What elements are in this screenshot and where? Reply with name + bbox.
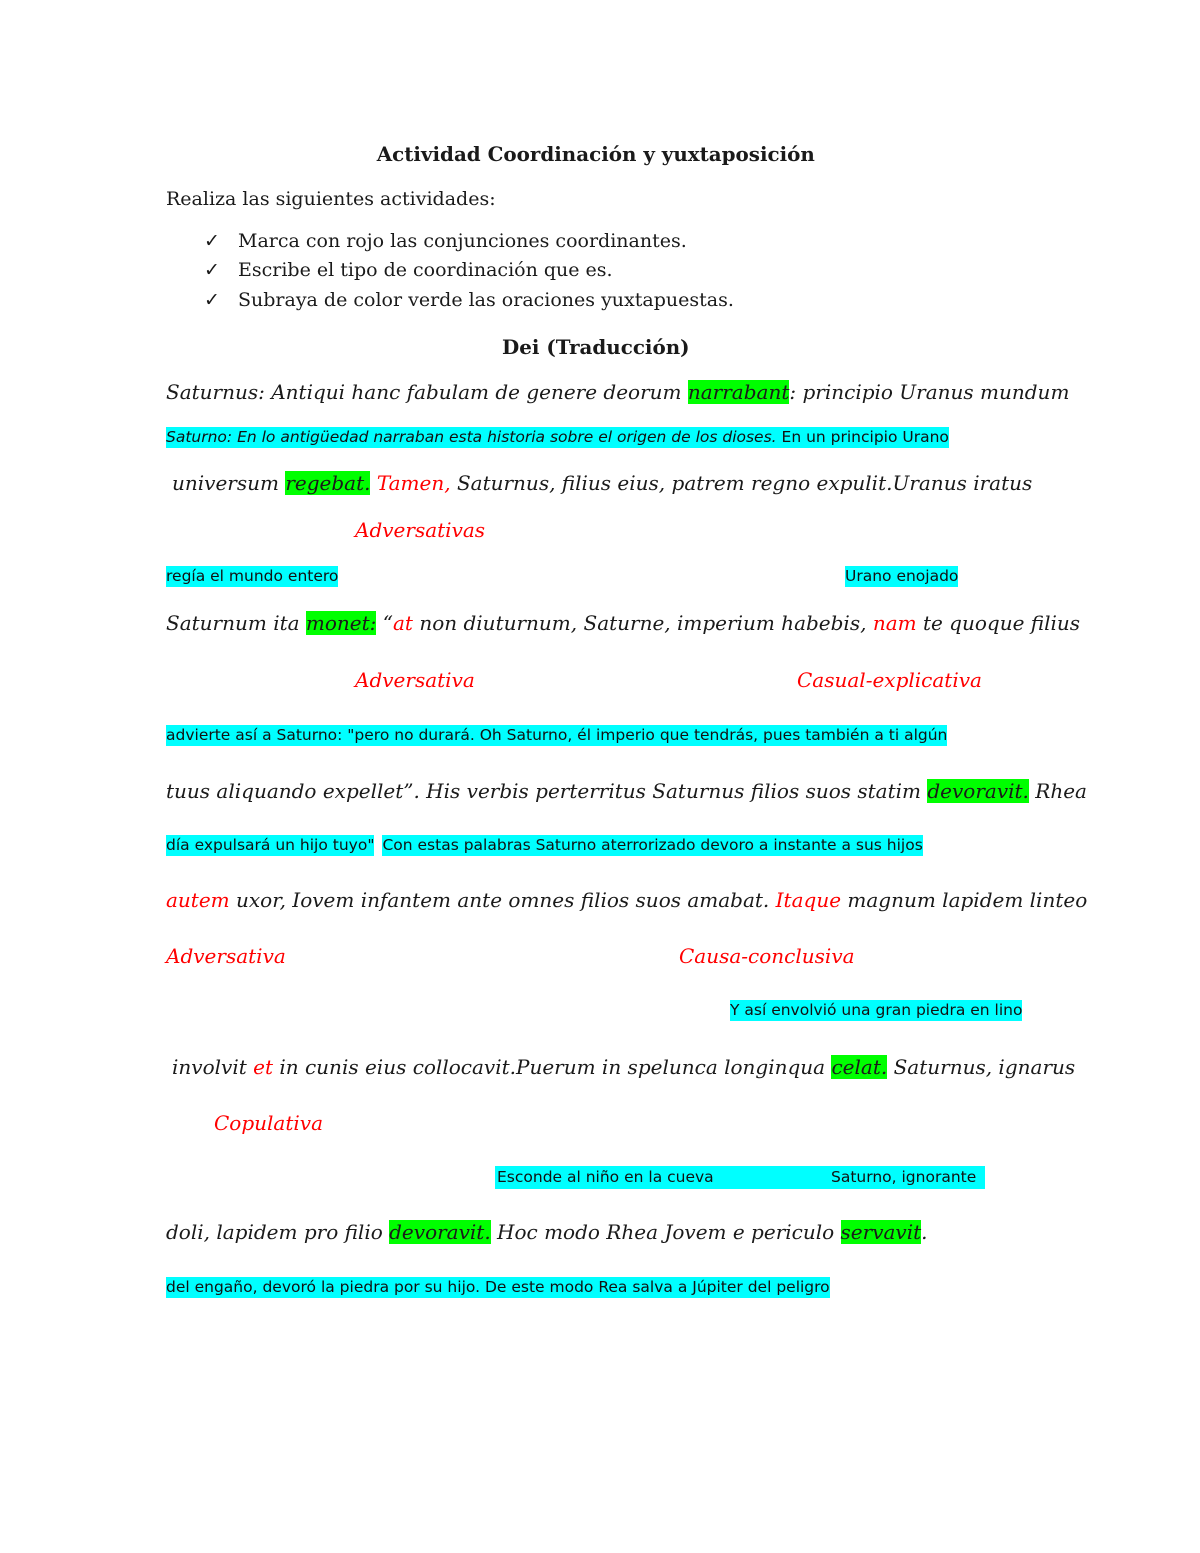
translation-text: Urano enojado	[845, 567, 959, 585]
coordination-label: Adversativa	[355, 668, 475, 692]
latin-text: doli, lapidem pro filio	[166, 1220, 390, 1244]
latin-text: “	[376, 611, 393, 635]
latin-text: involvit	[172, 1055, 254, 1079]
task-text: Marca con rojo las conjunciones coordinantes.	[238, 230, 687, 252]
checkmark-icon: ✓	[204, 259, 220, 281]
translation-text: día expulsará un hijo tuyo"	[166, 836, 375, 854]
checkmark-icon: ✓	[204, 230, 220, 252]
checkmark-icon: ✓	[204, 289, 220, 311]
translation-text: regía el mundo entero	[166, 567, 339, 585]
latin-text: Saturnus: Antiqui hanc fabulam de genere deorum	[166, 380, 688, 404]
translation-line-2b	[845, 566, 958, 585]
conjunction: nam	[872, 611, 917, 635]
latin-text: universum	[172, 471, 286, 495]
translation-line-3	[166, 725, 947, 744]
task-item	[204, 289, 734, 311]
task-text: Escribe el tipo de coordinación que es.	[238, 259, 613, 281]
coordination-label: Adversativas	[355, 518, 486, 542]
juxtaposed-verb: monet:	[305, 611, 377, 635]
latin-text: Saturnum ita	[166, 611, 306, 635]
latin-text: .	[921, 1220, 928, 1244]
juxtaposed-verb: devoravit.	[389, 1220, 491, 1244]
latin-text: uxor, Iovem infantem ante omnes filios suos amabat.	[229, 888, 776, 912]
page-title: Actividad Coordinación y yuxtaposición	[376, 142, 815, 166]
translation-line-1	[166, 427, 949, 446]
translation-line-2	[166, 566, 338, 585]
translation-text: advierte así a Saturno: "pero no durará. Oh Saturno, él imperio que tendrás, pues también a ti algún	[166, 726, 948, 744]
latin-text: non diuturnum, Saturne, imperium habebis,	[412, 611, 873, 635]
latin-line-3	[166, 611, 1080, 635]
latin-line-6	[172, 1055, 1075, 1079]
latin-text: Hoc modo Rhea Jovem e periculo	[490, 1220, 841, 1244]
juxtaposed-verb: narrabant	[687, 380, 790, 404]
translation-text: Saturno: En lo antigüedad narraban esta historia sobre el origen de los dioses.	[166, 428, 777, 446]
latin-line-4	[166, 779, 1087, 803]
translation-line-5	[730, 1000, 1022, 1019]
coordination-label: Copulativa	[214, 1111, 324, 1135]
latin-text: Saturnus, filius eius, patrem regno expulit.Uranus iratus	[450, 471, 1033, 495]
latin-line-2	[172, 471, 1032, 495]
section-title: Dei (Traducción)	[502, 335, 690, 359]
latin-text: te quoque filius	[916, 611, 1081, 635]
translation-line-7	[166, 1277, 830, 1296]
translation-text: del engaño, devoró la piedra por su hijo. De este modo Rea salva a Júpiter del peligro	[166, 1278, 830, 1296]
coordination-label: Casual-explicativa	[797, 668, 982, 692]
conjunction: autem	[166, 888, 230, 912]
translation-text: Con estas palabras Saturno aterrorizado devoro a instante a sus hijos	[382, 836, 923, 854]
latin-line-5	[166, 888, 1087, 912]
juxtaposed-verb: devoravit.	[927, 779, 1029, 803]
latin-text: : principio Uranus mundum	[789, 380, 1070, 404]
conjunction: et	[253, 1055, 273, 1079]
task-text: Subraya de color verde las oraciones yuxtapuestas.	[238, 289, 734, 311]
latin-text: Rhea	[1028, 779, 1087, 803]
coordination-label: Causa-conclusiva	[679, 944, 855, 968]
translation-text: Esconde al niño en la cueva	[497, 1168, 714, 1186]
latin-text: tuus aliquando expellet”. His verbis perterritus Saturnus filios suos statim	[166, 779, 928, 803]
task-item	[204, 259, 613, 281]
latin-text: magnum lapidem linteo	[841, 888, 1088, 912]
translation-text: Y así envolvió una gran piedra en lino	[730, 1001, 1023, 1019]
conjunction: Tamen,	[370, 471, 451, 495]
translation-text: Saturno, ignorante	[831, 1168, 977, 1186]
juxtaposed-verb: regebat.	[285, 471, 371, 495]
conjunction: Itaque	[775, 888, 842, 912]
task-item	[204, 230, 687, 252]
instructions-intro: Realiza las siguientes actividades:	[166, 188, 496, 210]
latin-text: Saturnus, ignarus	[887, 1055, 1076, 1079]
latin-line-1	[166, 380, 1069, 404]
latin-line-7	[166, 1220, 928, 1244]
juxtaposed-verb: celat.	[831, 1055, 888, 1079]
conjunction: at	[393, 611, 413, 635]
juxtaposed-verb: servavit	[840, 1220, 922, 1244]
translation-line-4	[166, 835, 923, 854]
translation-text: En un principio Urano	[776, 428, 949, 446]
latin-text: in cunis eius collocavit.Puerum in spelunca longinqua	[272, 1055, 832, 1079]
coordination-label: Adversativa	[166, 944, 286, 968]
